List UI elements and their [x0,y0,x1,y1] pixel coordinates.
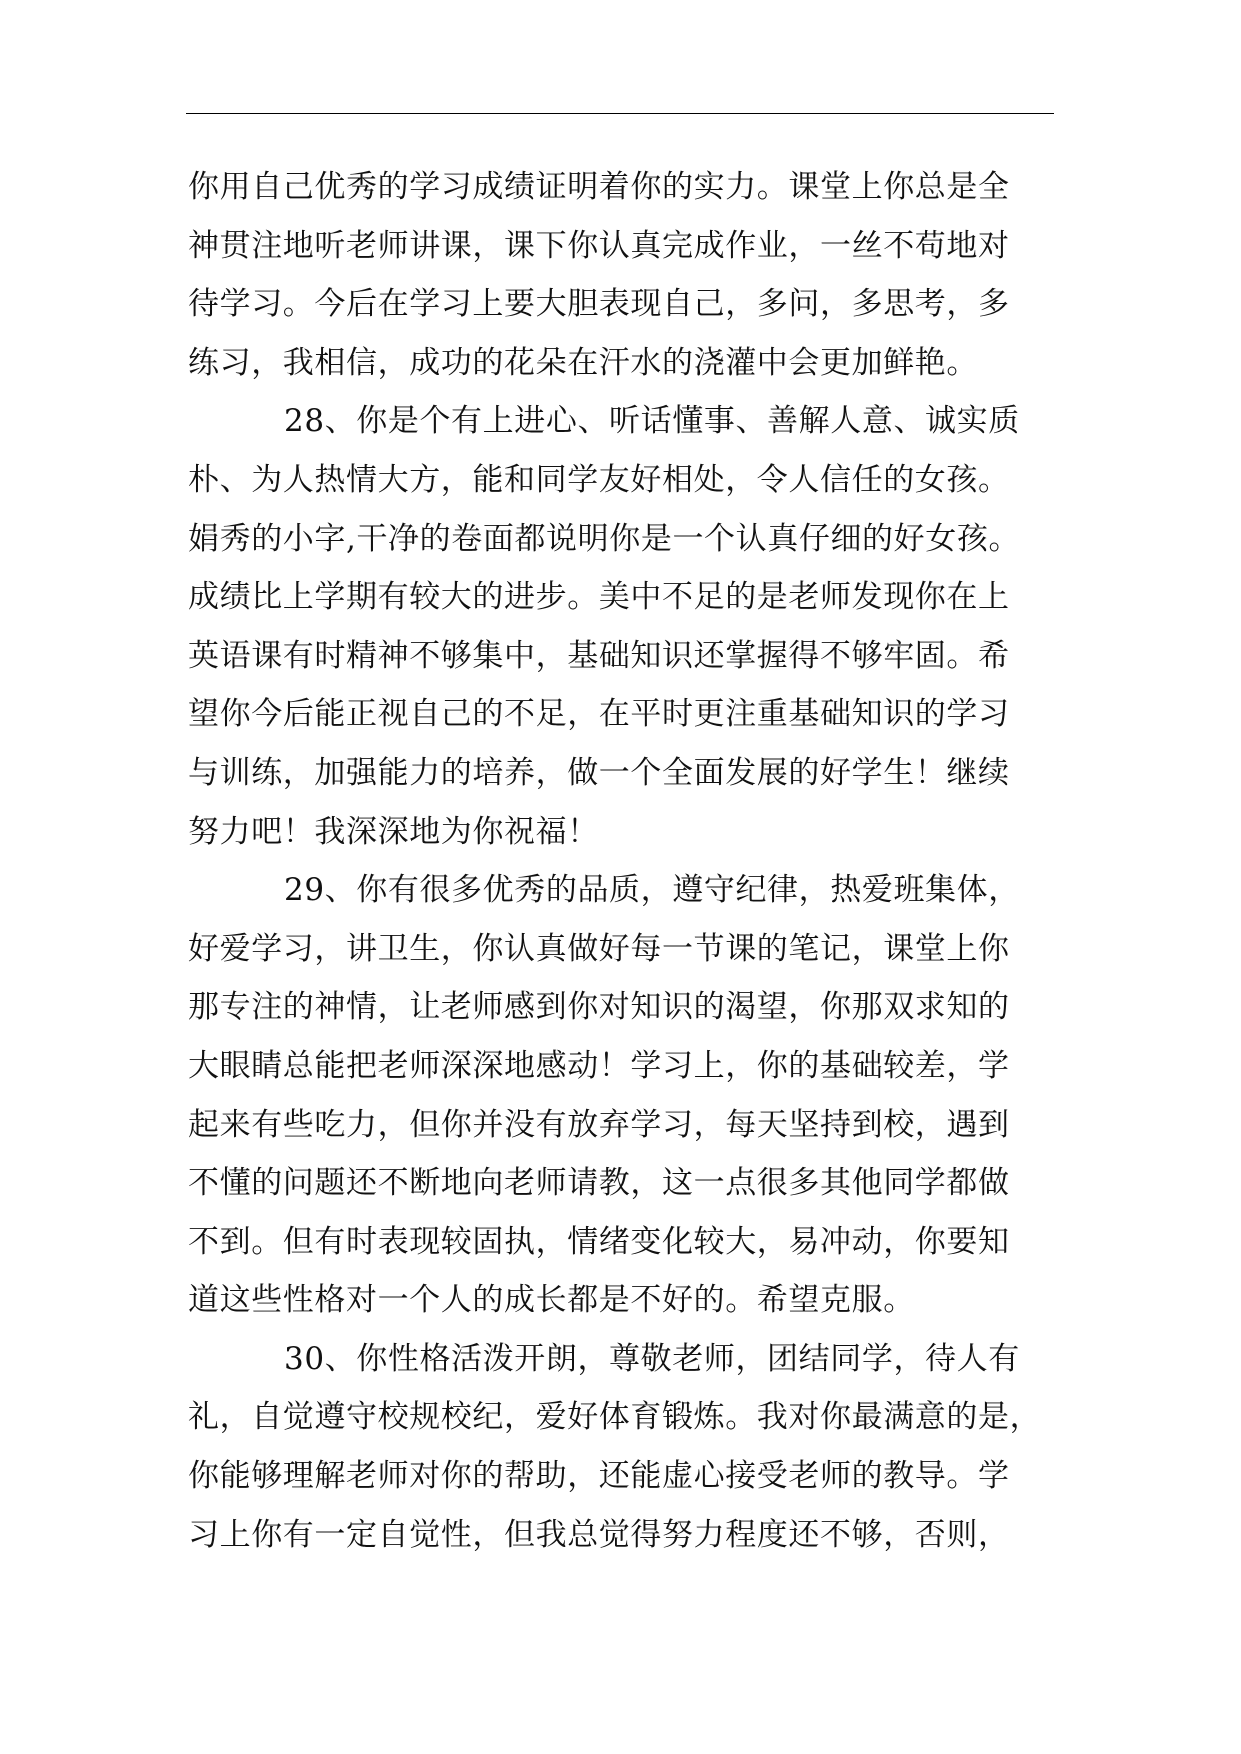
text-line: 神贯注地听老师讲课，课下你认真完成作业，一丝不苟地对 [188,227,1010,264]
text-line: 礼，自觉遵守校规校纪，爱好体育锻炼。我对你最满意的是， [188,1399,1042,1436]
text-line: 望你今后能正视自己的不足，在平时更注重基础知识的学习 [188,696,1010,733]
text-line: 30、你性格活泼开朗，尊敬老师，团结同学，待人有 [284,1340,1020,1377]
text-line: 起来有些吃力，但你并没有放弃学习，每天坚持到校，遇到 [188,1106,1010,1143]
text-line: 与训练，加强能力的培养，做一个全面发展的好学生！继续 [188,754,1010,791]
body-text [188,158,1054,1564]
text-line: 朴、为人热情大方，能和同学友好相处，令人信任的女孩。 [188,461,1010,498]
text-line: 你用自己优秀的学习成绩证明着你的实力。课堂上你总是全 [188,169,1010,205]
text-line: 道这些性格对一个人的成长都是不好的。希望克服。 [188,1282,915,1319]
text-line: 不懂的问题还不断地向老师请教，这一点很多其他同学都做 [188,1165,1010,1202]
text-line: 待学习。今后在学习上要大胆表现自己，多问，多思考，多 [188,286,1010,323]
header-rule [186,113,1054,114]
text-line: 练习，我相信，成功的花朵在汗水的浇灌中会更加鲜艳。 [188,344,978,381]
text-line: 成绩比上学期有较大的进步。美中不足的是老师发现你在上 [188,579,1010,616]
text-line: 29、你有很多优秀的品质，遵守纪律，热爱班集体， [284,872,1020,909]
text-line: 不到。但有时表现较固执，情绪变化较大，易冲动，你要知 [188,1223,1010,1260]
text-line: 28、你是个有上进心、听话懂事、善解人意、诚实质 [284,403,1020,440]
text-line: 大眼睛总能把老师深深地感动！学习上，你的基础较差，学 [188,1047,1010,1084]
text-line: 好爱学习，讲卫生，你认真做好每一节课的笔记，课堂上你 [188,930,1010,967]
text-line: 英语课有时精神不够集中，基础知识还掌握得不够牢固。希 [188,637,1010,674]
text-line: 努力吧！我深深地为你祝福！ [188,813,599,850]
text-line: 那专注的神情，让老师感到你对知识的渴望，你那双求知的 [188,989,1010,1026]
text-line: 习上你有一定自觉性，但我总觉得努力程度还不够，否则， [188,1516,1010,1553]
text-line: 娟秀的小字,干净的卷面都说明你是一个认真仔细的好女孩。 [188,520,1021,557]
text-line: 你能够理解老师对你的帮助，还能虚心接受老师的教导。学 [188,1458,1010,1495]
